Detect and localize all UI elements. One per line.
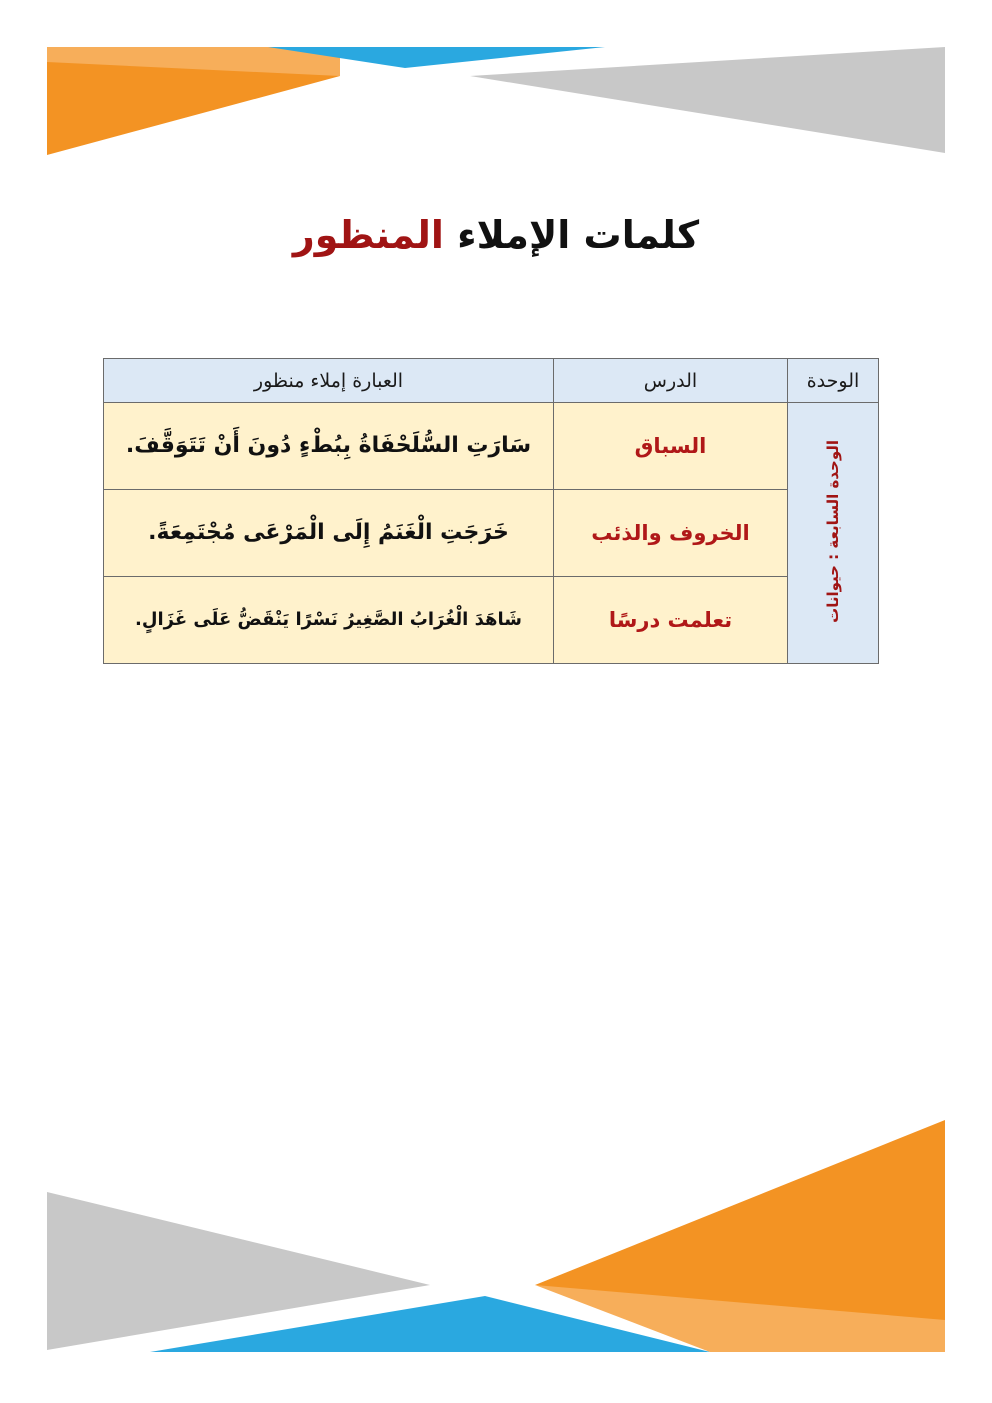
phrase-text: شَاهَدَ الْغُرَابُ الصَّغِيرُ نَسْرًا يَنْقَضُّ عَلَى غَزَالٍ. xyxy=(135,609,522,631)
top-gray-triangle xyxy=(470,47,945,153)
lesson-name: السباق xyxy=(634,434,707,458)
unit-label: الوحدة السابعة : حيوانات xyxy=(824,439,842,623)
phrase-text: سَارَتِ السُّلَحْفَاةُ بِبُطْءٍ دُونَ أَنْ تَتَوَقَّفَ. xyxy=(125,432,532,458)
page-title xyxy=(0,205,992,265)
header-unit: الوحدة xyxy=(788,359,879,403)
spelling-table xyxy=(103,358,879,664)
header-phrase: العبارة إملاء منظور xyxy=(104,359,554,403)
page-title-accent: المنظور xyxy=(292,213,444,257)
phrase-text: خَرَجَتِ الْغَنَمُ إِلَى الْمَرْعَى مُجْتَمِعَةً. xyxy=(148,519,509,545)
header-lesson: الدرس xyxy=(554,359,788,403)
phrase-cell xyxy=(104,403,554,490)
page-title-main: كلمات الإملاء xyxy=(457,213,700,257)
bottom-decorative-banner xyxy=(0,1110,992,1403)
lesson-cell xyxy=(554,490,788,577)
lesson-cell xyxy=(554,577,788,664)
lesson-cell xyxy=(554,403,788,490)
lesson-name: الخروف والذئب xyxy=(591,521,750,545)
top-decorative-banner xyxy=(0,0,992,170)
table-row xyxy=(104,577,879,664)
lesson-name: تعلمت درسًا xyxy=(608,608,733,632)
table-row xyxy=(104,490,879,577)
unit-cell xyxy=(788,403,879,664)
phrase-cell xyxy=(104,577,554,664)
table-row xyxy=(104,403,879,490)
table-header-row xyxy=(104,359,879,403)
phrase-cell xyxy=(104,490,554,577)
